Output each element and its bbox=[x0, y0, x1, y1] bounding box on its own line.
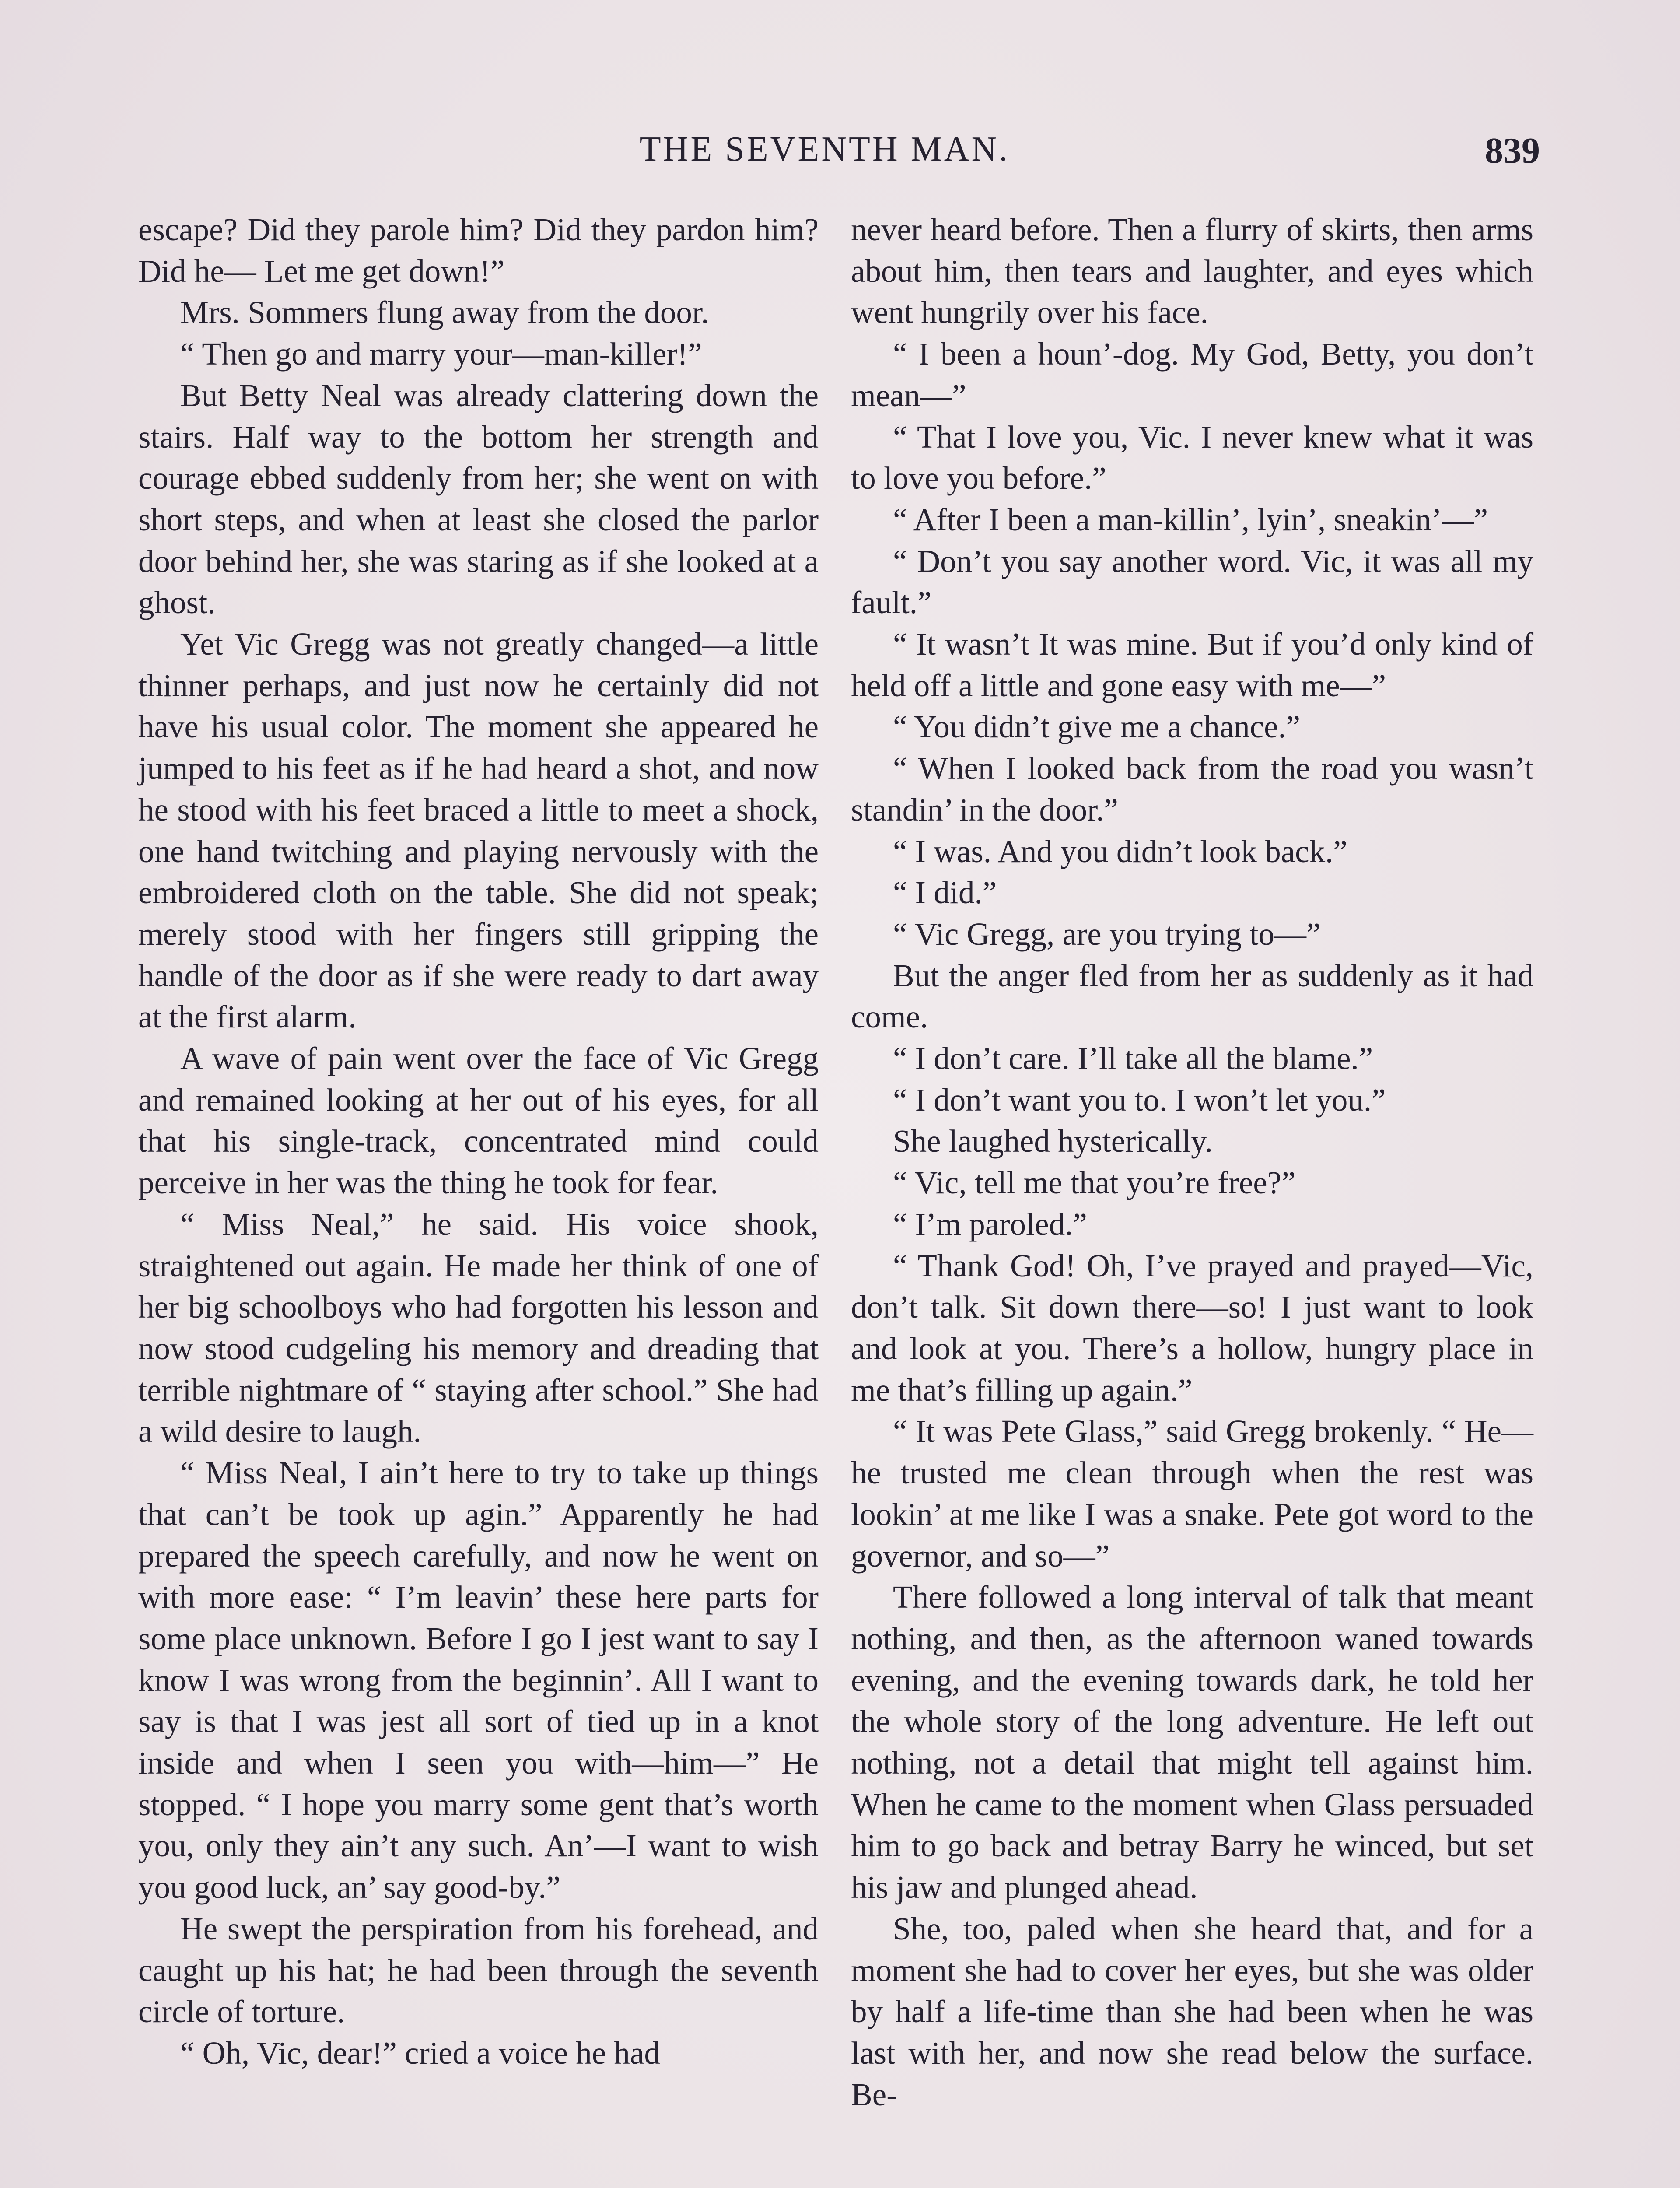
paragraph: He swept the perspiration from his forehead, and caught up his hat; he had been through the seventh circle of torture. bbox=[138, 1911, 819, 2030]
paragraph: “ Vic, tell me that you’re free?” bbox=[893, 1165, 1296, 1201]
paragraph: “ I did.” bbox=[893, 875, 997, 911]
paragraph: Mrs. Sommers flung away from the door. bbox=[180, 295, 709, 330]
paragraph: “ Then go and marry your—man-killer!” bbox=[180, 336, 702, 372]
paragraph: “ Oh, Vic, dear!” cried a voice he had bbox=[180, 2035, 660, 2071]
paragraph: “ It was Pete Glass,” said Gregg brokenly. “ He—he trusted me clean through when the rest was lookin’ at me like I was a snake. Pete got word to the governor, and so—” bbox=[851, 1413, 1533, 1574]
paragraph: There followed a long interval of talk that meant nothing, and then, as the afternoon waned towards evening, and the evening towards dark, he told her the whole story of the long adventure. He left out nothing, not a detail that might tell against him. When he came to the moment when Glass persuaded him to go back and betray Barry he winced, but set his jaw and plunged ahead. bbox=[851, 1579, 1533, 1905]
paragraph: She, too, paled when she heard that, and for a moment she had to cover her eyes, but she was older by half a life-time than she had been when he was last with her, and now she read below the surface. Be- bbox=[851, 1911, 1533, 2112]
paragraph: “ I’m paroled.” bbox=[893, 1206, 1087, 1242]
page-number: 839 bbox=[1485, 130, 1540, 171]
paragraph: “ When I looked back from the road you wasn’t standin’ in the door.” bbox=[851, 750, 1533, 828]
paragraph: Yet Vic Gregg was not greatly changed—a little thinner perhaps, and just now he certainly did not have his usual color. The moment she appeared he jumped to his feet as if he had heard a shot, and now he stood with his feet braced a little to meet a shock, one hand twitching and playing nervously with the embroidered cloth on the table. She did not speak; merely stood with her fingers still gripping the handle of the door as if she were ready to dart away at the first alarm. bbox=[138, 626, 819, 1035]
right-text-column bbox=[851, 209, 1533, 2115]
paragraph: “ Miss Neal, I ain’t here to try to take up things that can’t be took up agin.” Apparently he had prepared the speech carefully, and now he went on with more ease: “ I’m leavin’ these here parts for some place unknown. Before I go I jest want to say I know I was wrong from the beginnin’. All I want to say is that I was jest all sort of tied up in a knot inside and when I seen you with—him—” He stopped. “ I hope you marry some gent that’s worth you, only they ain’t any such. An’—I want to wish you good luck, an’ say good-by.” bbox=[138, 1455, 819, 1905]
paragraph: But the anger fled from her as suddenly as it had come. bbox=[851, 957, 1533, 1035]
paragraph: “ Thank God! Oh, I’ve prayed and prayed—Vic, don’t talk. Sit down there—so! I just want to look and look at you. There’s a hollow, hungry place in me that’s filling up again.” bbox=[851, 1248, 1533, 1408]
paragraph: She laughed hysterically. bbox=[893, 1123, 1213, 1159]
left-text-column bbox=[138, 209, 819, 2074]
paragraph: “ I was. And you didn’t look back.” bbox=[893, 833, 1348, 869]
paragraph: “ Don’t you say another word. Vic, it was all my fault.” bbox=[851, 543, 1533, 621]
running-title: THE SEVENTH MAN. bbox=[639, 130, 1010, 168]
paragraph: “ After I been a man-killin’, lyin’, sneakin’—” bbox=[893, 501, 1488, 537]
paragraph: A wave of pain went over the face of Vic Gregg and remained looking at her out of his eyes, for all that his single-track, concentrated mind could perceive in her was the thing he took for fear. bbox=[138, 1041, 819, 1201]
paragraph: But Betty Neal was already clattering down the stairs. Half way to the bottom her strength and courage ebbed suddenly from her; she went on with short steps, and when at least she closed the parlor door behind her, she was staring as if she looked at a ghost. bbox=[138, 377, 819, 621]
paragraph: “ It wasn’t It was mine. But if you’d only kind of held off a little and gone easy with me—” bbox=[851, 626, 1533, 703]
paragraph: never heard before. Then a flurry of skirts, then arms about him, then tears and laughter, and eyes which went hungrily over his face. bbox=[851, 212, 1533, 330]
paragraph: escape? Did they parole him? Did they pardon him? Did he— Let me get down!” bbox=[138, 212, 819, 289]
paragraph: “ You didn’t give me a chance.” bbox=[893, 709, 1301, 745]
paragraph: “ Vic Gregg, are you trying to—” bbox=[893, 916, 1321, 952]
paragraph: “ That I love you, Vic. I never knew what it was to love you before.” bbox=[851, 419, 1533, 496]
paragraph: “ I don’t care. I’ll take all the blame.” bbox=[893, 1041, 1373, 1076]
paragraph: “ I been a houn’-dog. My God, Betty, you don’t mean—” bbox=[851, 336, 1533, 413]
page-header bbox=[109, 130, 1540, 178]
paragraph: “ Miss Neal,” he said. His voice shook, straightened out again. He made her think of one of her big schoolboys who had forgotten his lesson and now stood cudgeling his memory and dreading that terrible nightmare of “ staying after school.” She had a wild desire to laugh. bbox=[138, 1206, 819, 1449]
paragraph: “ I don’t want you to. I won’t let you.” bbox=[893, 1082, 1386, 1118]
